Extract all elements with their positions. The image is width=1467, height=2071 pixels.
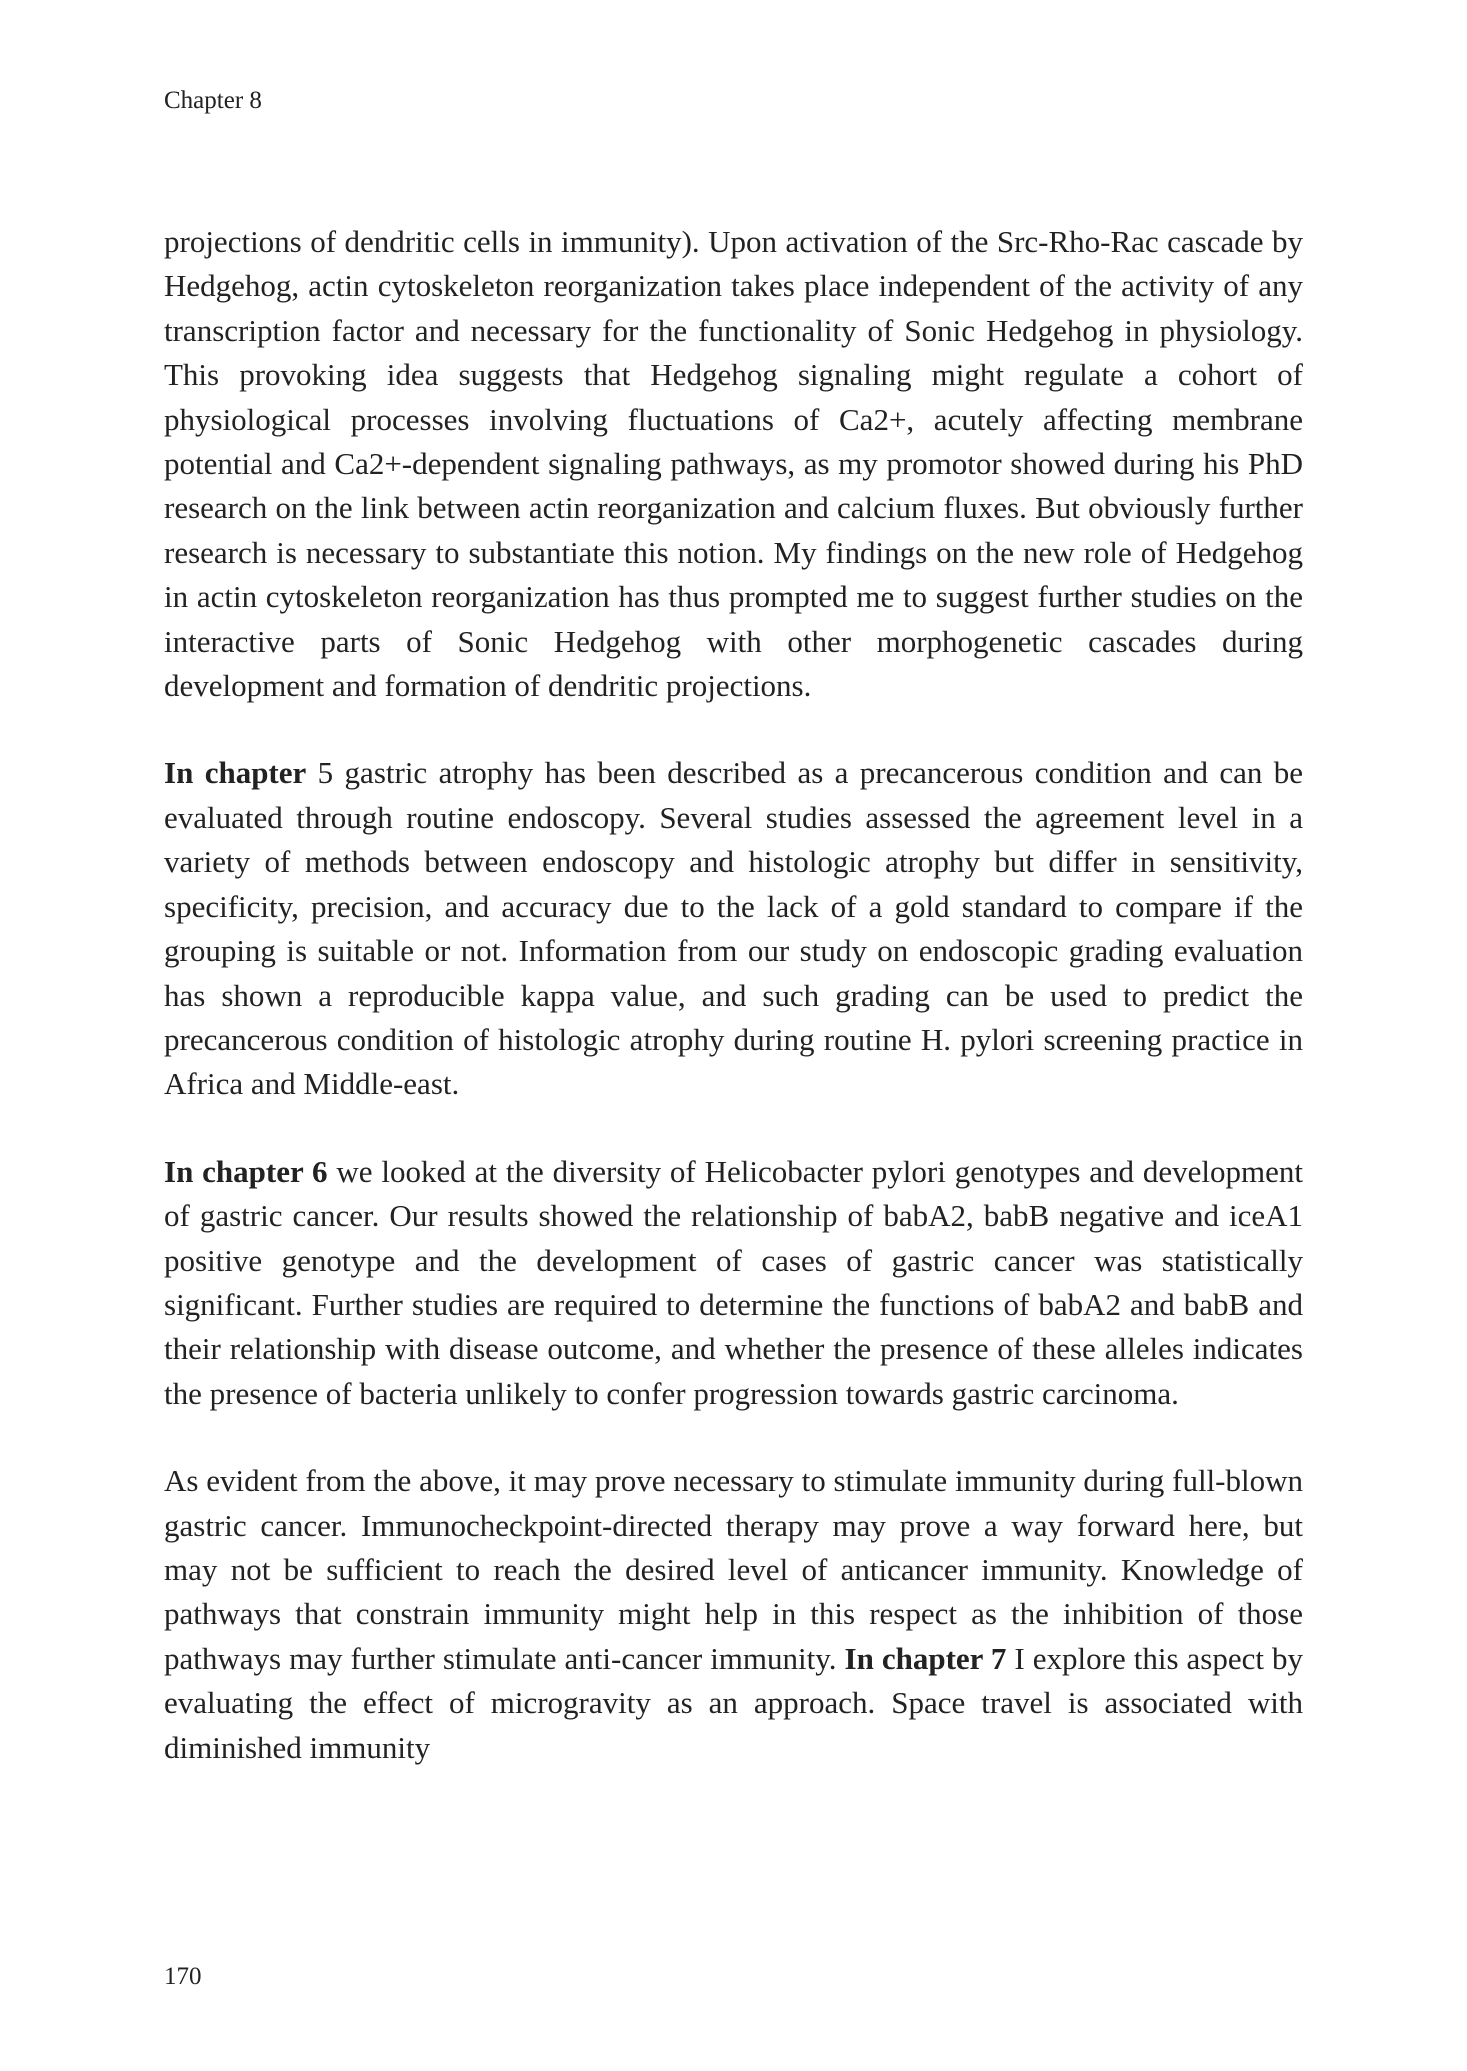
paragraph-text: projections of dendritic cells in immunity). Upon activation of the Src-Rho-Rac cascade by Hedgehog, actin cytoskeleton reorganization takes place independent of the activity of any transcription factor and necessary for the functionality of Sonic Hedgehog in physiology. This provoking idea suggests that Hedgehog signaling might regulate a cohort of physiological processes involving fluctuations of Ca2+, acutely affecting membrane potential and Ca2+-dependent signaling pathways, as my promotor showed during his PhD research on the link between actin reorganization and calcium fluxes. But obviously further research is necessary to substantiate this notion. My findings on the new role of Hedgehog in actin cytoskeleton reorganization has thus prompted me to suggest further studies on the interactive parts of Sonic Hedgehog with other morphogenetic cascades during development and formation of dendritic projections.: [164, 224, 1303, 704]
chapter-reference: In chapter 7: [844, 1640, 1007, 1676]
chapter-reference: In chapter: [164, 755, 307, 791]
paragraph-chapter-6: [164, 1150, 1303, 1416]
paragraph-chapter-7: [164, 1459, 1303, 1770]
main-text: [164, 220, 1303, 1813]
running-header: Chapter 8: [164, 87, 262, 114]
paragraph-text: we looked at the diversity of Helicobacter pylori genotypes and development of gastric cancer. Our results showed the relationship of babA2, babB negative and iceA1 positive genotype and the development of cases of gastric cancer was statistically significant. Further studies are required to determine the functions of babA2 and babB and their relationship with disease outcome, and whether the presence of these alleles indicates the presence of bacteria unlikely to confer progression towards gastric carcinoma.: [164, 1153, 1303, 1411]
page-number: 170: [164, 1963, 202, 1990]
chapter-reference: In chapter 6: [164, 1153, 328, 1189]
paragraph-hedgehog: [164, 220, 1303, 708]
paragraph-text: I explore this aspect by evaluating the effect of microgravity as an approach. Space travel is associated with diminished immunity: [164, 1640, 1303, 1765]
paragraph-text: As evident from the above, it may prove necessary to stimulate immunity during full-blown gastric cancer. Immunocheckpoint-directed therapy may prove a way forward here, but may not be sufficient to reach the desired level of anticancer immunity. Knowledge of pathways that constrain immunity might help in this respect as the inhibition of those pathways may further stimulate anti-cancer immunity.: [164, 1463, 1303, 1676]
paragraph-text: 5 gastric atrophy has been described as a precancerous condition and can be evaluated through routine endoscopy. Several studies assessed the agreement level in a variety of methods between endoscopy and histologic atrophy but differ in sensitivity, specificity, precision, and accuracy due to the lack of a gold standard to compare if the grouping is suitable or not. Information from our study on endoscopic grading evaluation has shown a reproducible kappa value, and such grading can be used to predict the precancerous condition of histologic atrophy during routine H. pylori screening practice in Africa and Middle-east.: [164, 755, 1304, 1102]
paragraph-chapter-5: [164, 751, 1303, 1106]
